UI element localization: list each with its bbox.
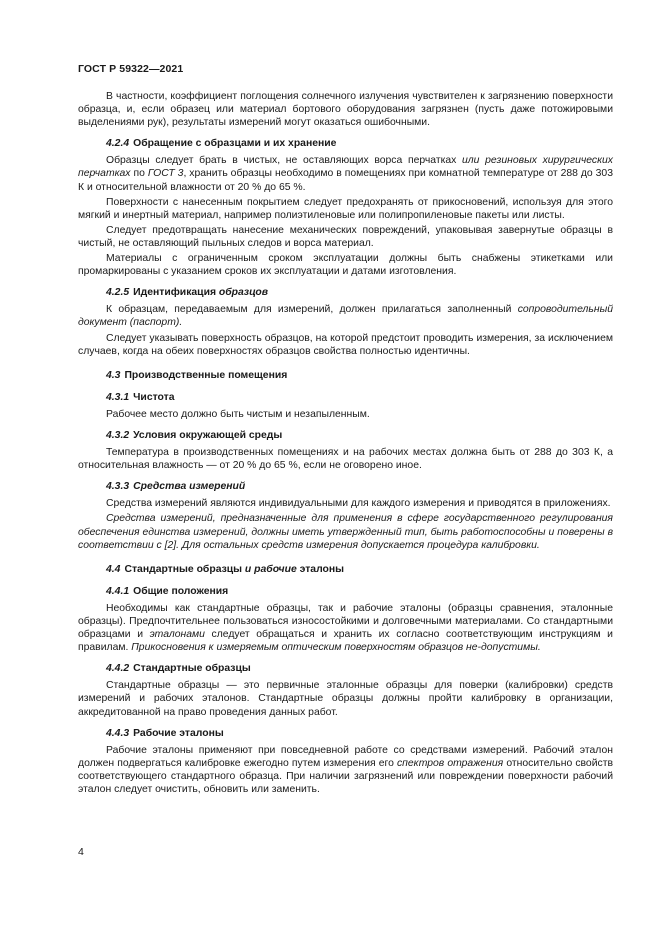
italic-text: и рабочие	[244, 563, 297, 575]
paragraph	[78, 497, 613, 510]
text-run: Необходимы как стандартные образцы, так и рабочие эталоны (образцы сравнения, эталонные образцы). Предпочтительнее пользоваться износостойкими и долговечными материалами. Со стандартными образцами и	[78, 602, 613, 641]
italic-text: или резиновых хирургических перчатках	[78, 155, 613, 180]
text-run: Материалы с ограниченным сроком эксплуатации должны быть снабжены этикетками или промаркированы с указанием сроков их эксплуатации и датами изготовления.	[78, 253, 613, 278]
text-run: Температура в производственных помещениях и на рабочих местах должна быть от 288 до 303 К, а относительная влажность — от 20 % до 65 %, если не оговорено иное.	[78, 447, 613, 472]
paragraph	[78, 744, 613, 796]
text-run: Общие положения	[133, 585, 229, 597]
italic-text: ГОСТ 3	[147, 168, 184, 180]
paragraph	[78, 446, 613, 472]
heading-number: 4.4	[106, 563, 121, 575]
page-number: 4	[78, 846, 84, 858]
text-run: Стандартные образцы	[124, 563, 245, 575]
paragraph	[78, 154, 613, 193]
paragraph	[78, 512, 613, 551]
paragraph	[78, 303, 613, 329]
text-run: следует обращаться и хранить их согласно соответствующим инструкциям и правилам.	[78, 629, 613, 654]
text-run: Рабочие эталоны	[133, 727, 224, 739]
text-run: Рабочее место должно быть чистым и незапыленным.	[106, 408, 370, 420]
text-run: Рабочие эталоны применяют при повседневной работе со средствами измерений. Рабочий эталон должен подвергаться калибровке ежегодно путем измерения его	[78, 744, 613, 769]
paragraph	[78, 602, 613, 654]
subsection-heading	[106, 662, 613, 675]
text-run: относительно свойств соответствующего стандартного образца. При наличии загрязнений или повреждении поверхности рабочий эталон следует очистить, обновить или заменить.	[78, 757, 613, 796]
paragraph	[78, 224, 613, 250]
subsection-heading	[106, 137, 613, 150]
text-run: Идентификация	[133, 287, 219, 299]
text-run: Следует предотвращать нанесение механических повреждений, упаковывая завернутые образцы в чистый, не оставляющий пыльных следов и ворса материал.	[78, 224, 613, 249]
heading-number: 4.3.3	[106, 481, 130, 493]
heading-number: 4.4.1	[106, 585, 130, 597]
subsection-heading	[106, 429, 613, 442]
text-run: Условия окружающей среды	[133, 429, 283, 441]
subsection-heading	[106, 391, 613, 404]
heading-number: 4.4.3	[106, 727, 130, 739]
italic-text: Средства измерений	[133, 481, 246, 493]
text-run: Поверхности с нанесенным покрытием следует предохранять от прикосновений, используя для этого мягкий и инертный материал, например полиэтиленовые или полипропиленовые пакеты или листы.	[78, 196, 613, 221]
italic-text: Прикосновения к измеряемым оптическим поверхностям образцов не-допустимы.	[131, 642, 541, 654]
paragraph	[78, 679, 613, 718]
text-run: В частности, коэффициент поглощения солнечного излучения чувствителен к загрязнению поверхности образца, и, если образец или материал бортового оборудования загрязнен (пусть даже потожировыми выделениями рук), результаты измерений могут оказаться ошибочными.	[78, 91, 613, 129]
text-run: К образцам, передаваемым для измерений, должен прилагаться заполненный	[106, 304, 518, 316]
text-run: Следует указывать поверхность образцов, на которой предстоит проводить измерения, за исключением случаев, когда на обеих поверхностях образцов свойства полностью идентичны.	[78, 332, 613, 357]
paragraph	[78, 408, 613, 421]
paragraph	[78, 252, 613, 278]
subsection-heading	[106, 480, 613, 493]
heading-number: 4.4.2	[106, 663, 130, 675]
italic-text: Средства измерений, предназначенные для применения в сфере государственного регулирования обеспечения единства измерений, должны иметь утвержденный тип, быть работоспособны и поверены в соответствии с [2]. Для остальных средств измерения допускается процедура калибровки.	[78, 513, 613, 551]
subsection-heading	[106, 727, 613, 740]
document-body	[78, 90, 613, 796]
text-run: Производственные помещения	[124, 369, 288, 381]
text-run: по	[130, 168, 148, 180]
italic-text: образцов	[218, 287, 269, 299]
text-run: Стандартные образцы — это первичные эталонные образцы для поверки (калибровки) средств измерений и рабочих эталонов. Стандартные образцы должны пройти калибровку в организации, аккредитованной на право проведения данных работ.	[78, 680, 613, 718]
section-heading	[106, 563, 613, 576]
section-heading	[106, 369, 613, 382]
text-run: , хранить образцы необходимо в помещениях при комнатной температуре от 288 до 303 К и относительной влажности от 20 % до 65 %.	[78, 168, 613, 193]
text-run: Обращение с образцами и их хранение	[133, 138, 337, 150]
heading-number: 4.3	[106, 369, 121, 381]
document-header: ГОСТ Р 59322—2021	[78, 63, 184, 75]
text-run: Образцы следует брать в чистых, не оставляющих ворса перчатках	[106, 155, 463, 167]
subsection-heading	[106, 286, 613, 299]
italic-text: спектров отражения	[396, 757, 504, 769]
paragraph	[78, 332, 613, 358]
italic-text: эталонами	[149, 629, 205, 641]
text-run: эталоны	[296, 563, 345, 575]
paragraph	[78, 196, 613, 222]
heading-number: 4.2.5	[106, 287, 130, 299]
text-run: Стандартные образцы	[133, 663, 251, 675]
italic-text: сопроводительный документ (паспорт).	[78, 304, 613, 329]
heading-number: 4.3.1	[106, 391, 130, 403]
heading-number: 4.2.4	[106, 138, 130, 150]
paragraph	[78, 90, 613, 129]
text-run: Средства измерений являются индивидуальными для каждого измерения и приводятся в приложениях.	[106, 498, 611, 510]
subsection-heading	[106, 585, 613, 598]
heading-number: 4.3.2	[106, 429, 130, 441]
text-run: Чистота	[133, 391, 175, 403]
